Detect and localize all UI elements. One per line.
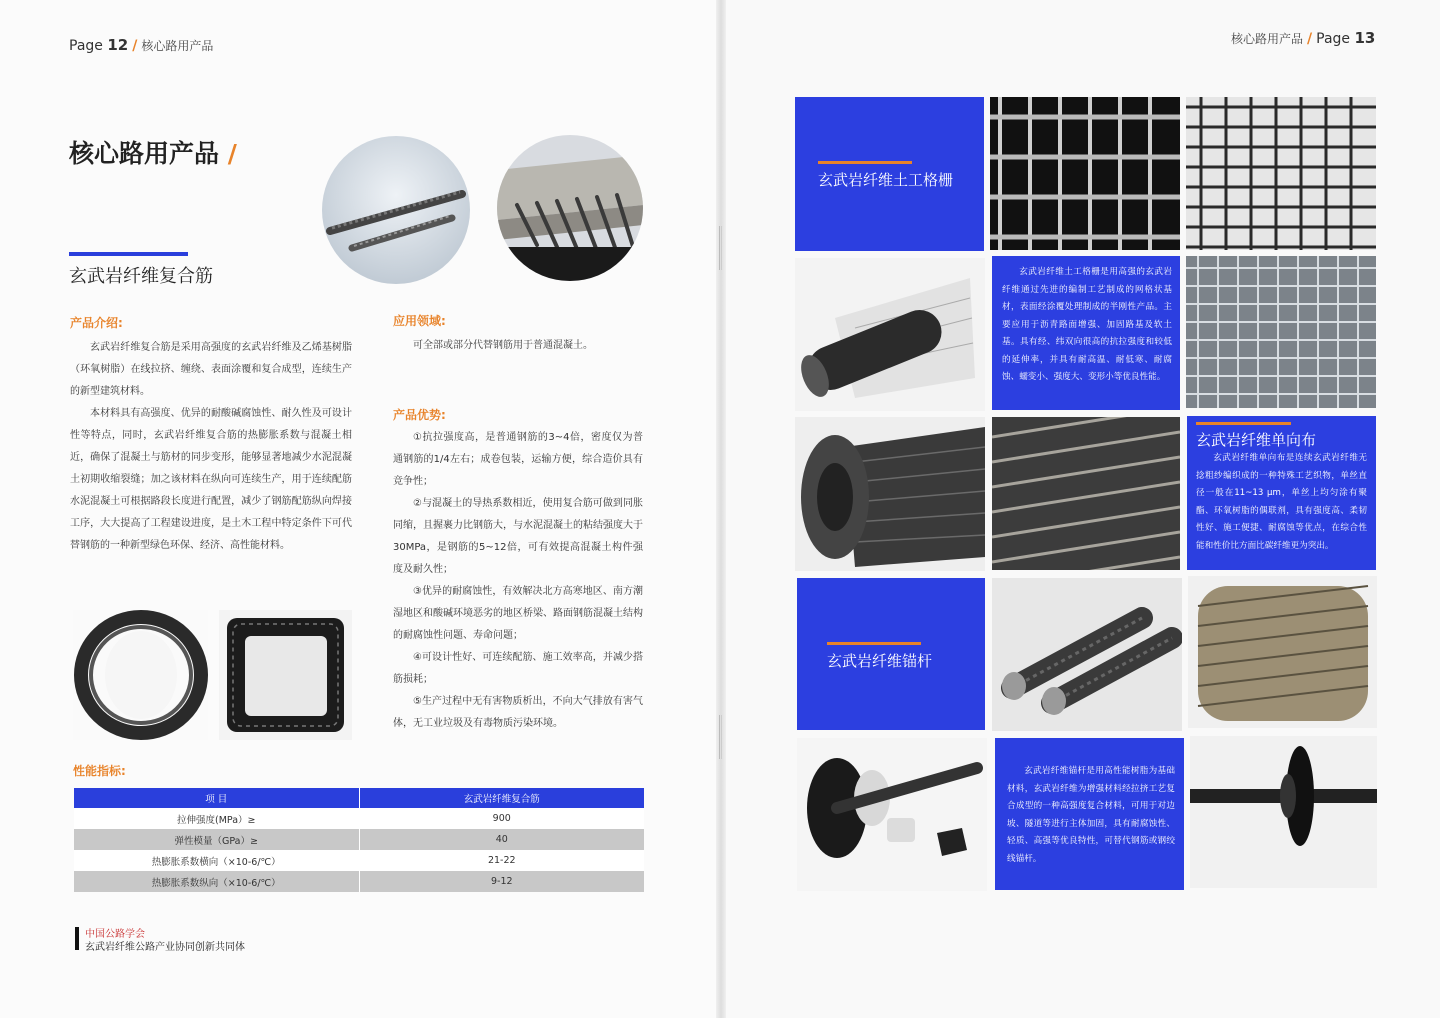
header-category: 核心路用产品 (1231, 32, 1304, 46)
fabric-description-text: 玄武岩纤维单向布是连续玄武岩纤维无捻粗纱编织成的一种特殊工艺织物，单丝直径一般在11~13 μm，单丝上均匀涂有聚酯、环氧树脂的偶联剂，具有强度高、柔韧性好、施工便捷、耐腐蚀等优点，在综合性能和性价比方面比碳纤维更为突出。 (1196, 453, 1367, 551)
advantage-item: ①抗拉强度高，是普通钢筋的3~4倍，密度仅为普通钢筋的1/4左右；成卷包装，运输方便，综合造价具有竞争性； (393, 432, 643, 487)
table-header-row (74, 788, 644, 808)
table-cell: 21-22 (359, 850, 644, 871)
advantage-item: ④可设计性好、可连续配筋、施工效率高，并减少搭筋损耗； (393, 652, 643, 685)
header-category: 核心路用产品 (141, 39, 214, 53)
table-cell: 热膨胀系数纵向（×10-6/℃） (74, 871, 359, 892)
geogrid-roll-photo (795, 258, 985, 411)
geogrid-title: 玄武岩纤维土工格栅 (818, 171, 954, 189)
staple-mark (719, 226, 722, 270)
table-row (74, 850, 644, 871)
anchor-title-tile (797, 578, 985, 730)
table-cell: 40 (359, 829, 644, 850)
geogrid-description (1002, 264, 1172, 387)
geogrid-description-text: 玄武岩纤维土工格栅是用高强的玄武岩纤维通过先进的编制工艺制成的网格状基材，表面经涂覆处理制成的半刚性产品。主要应用于沥青路面增强、加固路基及软土基。具有经、纬双向很高的抗拉强度和较低的延伸率，并具有耐高温、耐低寒、耐腐蚀、蠕变小、强度大、变形小等优良性能。 (1002, 267, 1172, 382)
anchor-plate-photo (1190, 736, 1377, 888)
footer-bar (75, 927, 79, 950)
anchor-components-photo (797, 738, 987, 891)
main-title-text: 核心路用产品 (69, 139, 220, 168)
table-cell: 热膨胀系数横向（×10-6/℃） (74, 850, 359, 871)
intro-text (70, 337, 352, 557)
section-underline (69, 252, 188, 256)
slash-divider: / (132, 38, 138, 54)
rebar-closeup-photo (322, 136, 470, 284)
staple-mark (719, 715, 722, 759)
table-header: 玄武岩纤维复合筋 (359, 788, 644, 808)
fabric-roll-photo (795, 417, 985, 571)
tile-accent-bar (827, 642, 921, 645)
anchor-description (1007, 763, 1175, 868)
page-word: Page (1316, 31, 1351, 47)
table-cell: 拉伸强度(MPa）≥ (74, 808, 359, 829)
book-spine (716, 0, 726, 1018)
page-number: 12 (107, 36, 129, 54)
right-page-header (1231, 29, 1375, 47)
anchor-title: 玄武岩纤维锚杆 (827, 652, 933, 670)
rebar-concrete-photo (497, 135, 643, 281)
table-row (74, 829, 644, 850)
title-slash: / (227, 139, 237, 168)
fabric-title: 玄武岩纤维单向布 (1196, 431, 1317, 449)
application-paragraph: 可全部或部分代替钢筋用于普通混凝土。 (413, 340, 593, 351)
geogrid-description-tile (992, 256, 1180, 410)
advantage-item: ⑤生产过程中无有害物质析出，不向大气排放有害气体，无工业垃圾及有毒物质污染环境。 (393, 696, 643, 729)
performance-table (74, 788, 644, 892)
advantages-label: 产品优势: (393, 408, 446, 422)
tile-accent-bar (1196, 422, 1291, 425)
page-number: 13 (1354, 29, 1376, 47)
section-title: 玄武岩纤维复合筋 (69, 266, 213, 287)
table-row (74, 808, 644, 829)
application-label: 应用领域: (393, 314, 446, 328)
table-row (74, 871, 644, 892)
table-cell: 弹性模量（GPa）≥ (74, 829, 359, 850)
anchor-rods-photo (992, 578, 1182, 731)
fabric-tube-photo (1188, 576, 1377, 728)
table-header: 项 目 (74, 788, 359, 808)
fabric-description-tile (1187, 416, 1376, 570)
intro-paragraph: 玄武岩纤维复合筋是采用高强度的玄武岩纤维及乙烯基树脂（环氧树脂）在线拉挤、缠绕、表面涂覆和复合成型，连续生产的新型建筑材料。 (70, 342, 352, 397)
geogrid-wide-photo (1186, 97, 1376, 250)
advantage-item: ②与混凝土的导热系数相近，使用复合筋可做到同胀同缩，且握裹力比钢筋大，与水泥混凝土的粘结强度大于30MPa，是钢筋的5~12倍，可有效提高混凝土构件强度及耐久性； (393, 498, 643, 575)
geogrid-closeup-photo (990, 97, 1180, 250)
rebar-frame-photo (219, 610, 352, 740)
fabric-closeup-photo (992, 417, 1180, 570)
advantage-item: ③优异的耐腐蚀性，有效解决北方高寒地区、南方潮湿地区和酸碱环境恶劣的地区桥梁、路面钢筋混凝土结构的耐腐蚀性问题、寿命问题； (393, 586, 643, 641)
slash-divider: / (1307, 31, 1313, 47)
footer-subtitle: 玄武岩纤维公路产业协同创新共同体 (85, 942, 245, 953)
application-text (393, 335, 643, 357)
intro-label: 产品介绍: (70, 316, 123, 330)
fabric-description (1196, 450, 1367, 555)
performance-label: 性能指标: (73, 764, 126, 778)
footer-organization: 中国公路学会 (85, 929, 145, 940)
advantages-list (393, 427, 643, 735)
intro-paragraph: 本材料具有高强度、优异的耐酸碱腐蚀性、耐久性及可设计性等特点，同时，玄武岩纤维复合筋的热膨胀系数与混凝土相近，确保了混凝土与筋材的同步变形，能够显著地减少水泥混凝土初期收缩裂缝；加之该材料在纵向可连续生产，用于连续配筋水泥混凝土可根据路段长度进行配置，减少了钢筋配筋纵向焊接工序，大大提高了工程建设进度，是土木工程中特定条件下可代替钢筋的一种新型绿色环保、经济、高性能材料。 (70, 408, 352, 551)
tile-accent-bar (818, 161, 912, 164)
geogrid-title-tile (795, 97, 984, 251)
rebar-coil-photo (73, 610, 208, 740)
table-cell: 9-12 (359, 871, 644, 892)
anchor-description-tile (995, 738, 1184, 890)
left-page-header (69, 36, 213, 54)
main-title (69, 134, 237, 170)
anchor-description-text: 玄武岩纤维锚杆是用高性能树脂为基础材料，玄武岩纤维为增强材料经拉挤工艺复合成型的一种高强度复合材料，可用于对边坡、隧道等进行主体加固，具有耐腐蚀性、轻质、高强等优良特性，可替代钢筋或钢绞线锚杆。 (1007, 766, 1175, 864)
geogrid-mesh-photo (1186, 256, 1376, 408)
table-cell: 900 (359, 808, 644, 829)
page-word: Page (69, 38, 103, 54)
